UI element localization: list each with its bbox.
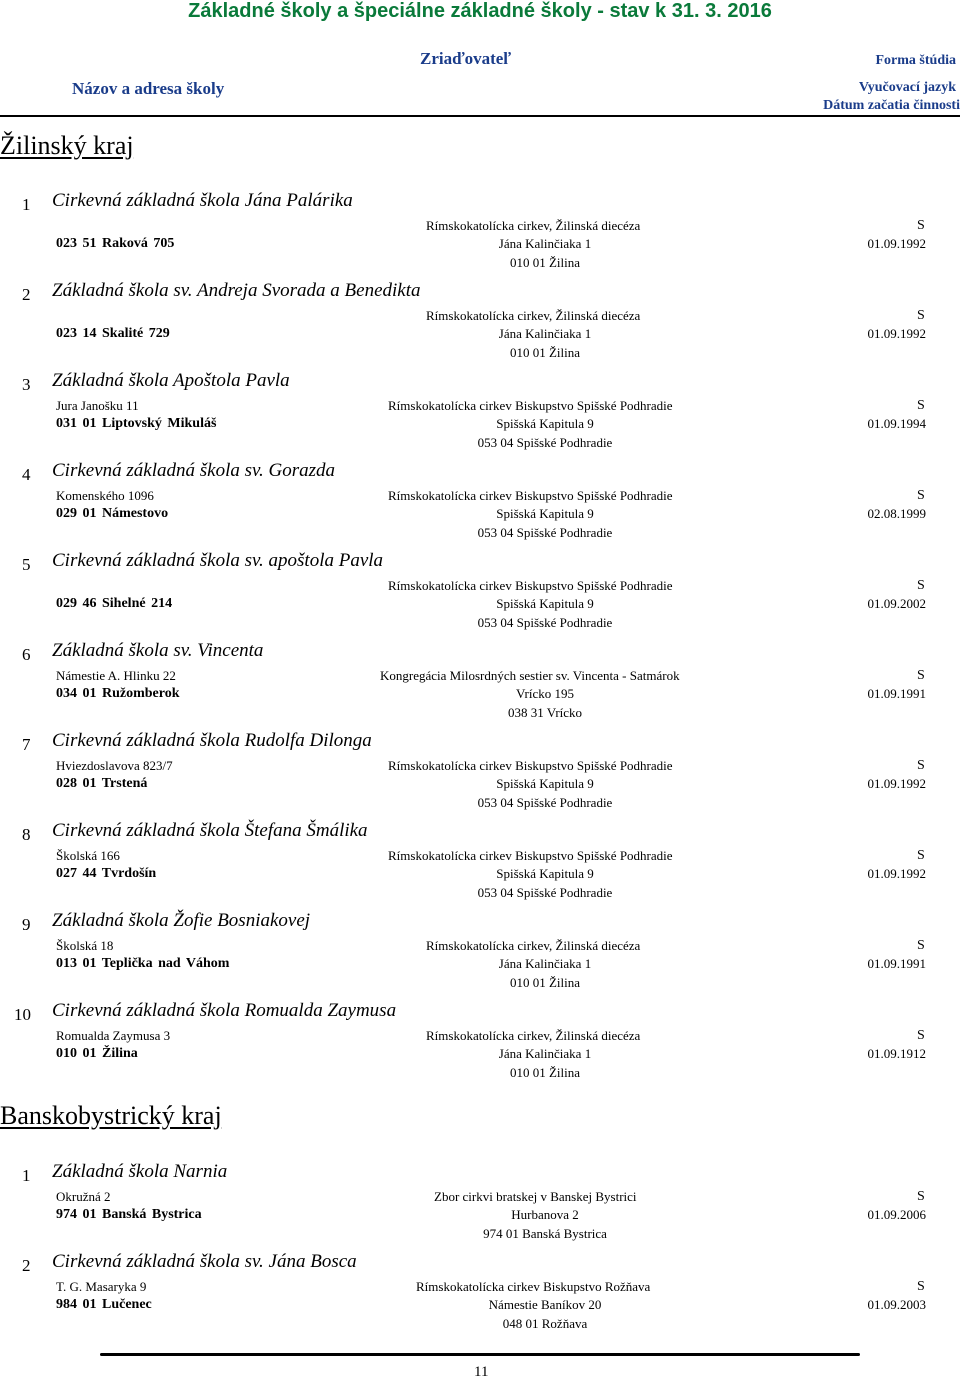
- founder-name: Rímskokatolícka cirkev Biskupstvo Spišské Podhradie: [388, 578, 673, 593]
- school-number: 2: [22, 285, 31, 304]
- header-language: Vyučovací jazyk: [858, 80, 956, 95]
- region-heading: Banskobystrický kraj: [0, 1101, 222, 1130]
- founder-address: Spišská Kapitula 9: [496, 596, 594, 611]
- page-title: Základné školy a špeciálne základné školy - stav k 31. 3. 2016: [188, 0, 772, 22]
- study-form: S: [917, 1028, 925, 1043]
- study-form: S: [917, 218, 925, 233]
- school-postal-city: 984 01 Lučenec: [56, 1297, 152, 1312]
- school-entry: [0, 1000, 960, 1095]
- founder-name: Kongregácia Milosrdných sestier sv. Vincenta - Satmárok: [380, 668, 680, 683]
- founder-name: Rímskokatolícka cirkev, Žilinská diecéza: [426, 1028, 641, 1043]
- start-date: 01.09.1991: [867, 956, 926, 971]
- founder-name: Rímskokatolícka cirkev Biskupstvo Spišské Podhradie: [388, 758, 673, 773]
- school-postal-city: 031 01 Liptovský Mikuláš: [56, 416, 217, 431]
- founder-city: 053 04 Spišské Podhradie: [477, 885, 613, 900]
- founder-name: Rímskokatolícka cirkev Biskupstvo Rožňava: [416, 1279, 651, 1294]
- school-postal-city: 013 01 Teplička nad Váhom: [56, 956, 230, 971]
- founder-city: 010 01 Žilina: [509, 1065, 581, 1080]
- founder-city: 038 31 Vrícko: [507, 705, 583, 720]
- school-name: Cirkevná základná škola sv. Gorazda: [52, 460, 336, 481]
- school-number: 3: [22, 375, 31, 394]
- school-street: Námestie A. Hlinku 22: [56, 668, 176, 683]
- school-number: 4: [22, 465, 31, 484]
- study-form: S: [917, 578, 925, 593]
- school-name: Základná škola Narnia: [52, 1161, 228, 1182]
- school-number: 1: [22, 1166, 31, 1185]
- founder-address: Spišská Kapitula 9: [496, 506, 594, 521]
- founder-city: 010 01 Žilina: [509, 345, 581, 360]
- school-street: Jura Janošku 11: [56, 398, 139, 413]
- founder-city: 053 04 Spišské Podhradie: [477, 525, 613, 540]
- school-postal-city: 010 01 Žilina: [56, 1046, 138, 1061]
- founder-city: 010 01 Žilina: [509, 255, 581, 270]
- school-name: Cirkevná základná škola Rudolfa Dilonga: [52, 730, 372, 751]
- school-entry: [0, 1161, 960, 1256]
- school-postal-city: 023 14 Skalité 729: [56, 326, 170, 341]
- founder-city: 053 04 Spišské Podhradie: [477, 435, 613, 450]
- school-postal-city: 029 01 Námestovo: [56, 506, 169, 521]
- founder-city: 010 01 Žilina: [509, 975, 581, 990]
- start-date: 01.09.1912: [867, 1046, 926, 1061]
- footer-rule: [100, 1353, 860, 1356]
- school-name: Cirkevná základná škola sv. apoštola Pavla: [52, 550, 384, 571]
- start-date: 01.09.1992: [867, 236, 926, 251]
- school-name: Cirkevná základná škola Jána Palárika: [52, 190, 353, 211]
- founder-address: Jána Kalinčiaka 1: [498, 956, 592, 971]
- school-entry: [0, 730, 960, 825]
- start-date: 01.09.1992: [867, 866, 926, 881]
- start-date: 01.09.1992: [867, 326, 926, 341]
- school-name: Základná škola Apoštola Pavla: [52, 370, 290, 391]
- founder-name: Rímskokatolícka cirkev, Žilinská diecéza: [426, 218, 641, 233]
- school-postal-city: 974 01 Banská Bystrica: [56, 1207, 202, 1222]
- school-entry: [0, 280, 960, 375]
- founder-name: Rímskokatolícka cirkev Biskupstvo Spišské Podhradie: [388, 398, 673, 413]
- founder-address: Spišská Kapitula 9: [496, 416, 594, 431]
- founder-name: Rímskokatolícka cirkev, Žilinská diecéza: [426, 308, 641, 323]
- founder-name: Zbor cirkvi bratskej v Banskej Bystrici: [434, 1189, 637, 1204]
- founder-name: Rímskokatolícka cirkev Biskupstvo Spišské Podhradie: [388, 488, 673, 503]
- founder-address: Spišská Kapitula 9: [496, 776, 594, 791]
- founder-address: Hurbanova 2: [511, 1207, 579, 1222]
- founder-address: Jána Kalinčiaka 1: [498, 236, 592, 251]
- school-number: 10: [14, 1005, 31, 1024]
- founder-city: 053 04 Spišské Podhradie: [477, 795, 613, 810]
- school-postal-city: 029 46 Sihelné 214: [56, 596, 173, 611]
- study-form: S: [917, 668, 925, 683]
- region-heading: Žilinský kraj: [0, 131, 134, 160]
- school-number: 8: [22, 825, 31, 844]
- study-form: S: [917, 308, 925, 323]
- school-entry: [0, 460, 960, 555]
- founder-name: Rímskokatolícka cirkev, Žilinská diecéza: [426, 938, 641, 953]
- school-name: Základná škola sv. Vincenta: [52, 640, 264, 661]
- school-postal-city: 028 01 Trstená: [56, 776, 148, 791]
- start-date: 02.08.1999: [867, 506, 926, 521]
- school-street: T. G. Masaryka 9: [56, 1279, 147, 1294]
- study-form: S: [917, 488, 925, 503]
- school-postal-city: 034 01 Ružomberok: [56, 686, 180, 701]
- start-date: 01.09.2002: [867, 596, 926, 611]
- page-number: 11: [474, 1364, 489, 1380]
- start-date: 01.09.2003: [867, 1297, 926, 1312]
- study-form: S: [917, 398, 925, 413]
- school-postal-city: 027 44 Tvrdošín: [56, 866, 157, 881]
- start-date: 01.09.1991: [867, 686, 926, 701]
- school-entry: [0, 820, 960, 915]
- school-street: Hviezdoslavova 823/7: [56, 758, 173, 773]
- founder-city: 048 01 Rožňava: [502, 1316, 588, 1331]
- school-entry: [0, 910, 960, 1005]
- school-number: 7: [22, 735, 31, 754]
- school-street: Školská 18: [56, 938, 114, 953]
- school-street: Romualda Zaymusa 3: [56, 1028, 171, 1043]
- school-street: Komenského 1096: [56, 488, 154, 503]
- school-entry: [0, 190, 960, 285]
- school-number: 9: [22, 915, 31, 934]
- school-number: 2: [22, 1256, 31, 1275]
- start-date: 01.09.1994: [867, 416, 926, 431]
- header-start-date: Dátum začatia činnosti: [823, 98, 960, 113]
- school-name: Cirkevná základná škola Romualda Zaymusa: [52, 1000, 397, 1021]
- school-entry: [0, 550, 960, 645]
- school-number: 5: [22, 555, 31, 574]
- school-entry: [0, 640, 960, 735]
- header-founder: Zriaďovateľ: [420, 49, 512, 68]
- school-entry: [0, 370, 960, 465]
- school-name: Cirkevná základná škola sv. Jána Bosca: [52, 1251, 357, 1272]
- founder-name: Rímskokatolícka cirkev Biskupstvo Spišské Podhradie: [388, 848, 673, 863]
- school-name: Základná škola sv. Andreja Svorada a Benedikta: [52, 280, 421, 301]
- school-number: 1: [22, 195, 31, 214]
- header-form: Forma štúdia: [875, 53, 956, 68]
- school-number: 6: [22, 645, 31, 664]
- school-postal-city: 023 51 Raková 705: [56, 236, 175, 251]
- founder-address: Námestie Baníkov 20: [488, 1297, 602, 1312]
- founder-city: 974 01 Banská Bystrica: [483, 1226, 607, 1241]
- header-divider: [0, 115, 960, 117]
- start-date: 01.09.1992: [867, 776, 926, 791]
- header-name-address: Názov a adresa školy: [72, 79, 225, 98]
- founder-address: Jána Kalinčiaka 1: [498, 326, 592, 341]
- school-street: Školská 166: [56, 848, 120, 863]
- study-form: S: [917, 938, 925, 953]
- study-form: S: [917, 758, 925, 773]
- school-name: Cirkevná základná škola Štefana Šmálika: [52, 820, 368, 841]
- study-form: S: [917, 1189, 925, 1204]
- founder-city: 053 04 Spišské Podhradie: [477, 615, 613, 630]
- study-form: S: [917, 1279, 925, 1294]
- study-form: S: [917, 848, 925, 863]
- school-entry: [0, 1251, 960, 1346]
- founder-address: Spišská Kapitula 9: [496, 866, 594, 881]
- founder-address: Vrícko 195: [515, 686, 575, 701]
- start-date: 01.09.2006: [867, 1207, 926, 1222]
- school-name: Základná škola Žofie Bosniakovej: [52, 910, 311, 931]
- founder-address: Jána Kalinčiaka 1: [498, 1046, 592, 1061]
- school-street: Okružná 2: [56, 1189, 111, 1204]
